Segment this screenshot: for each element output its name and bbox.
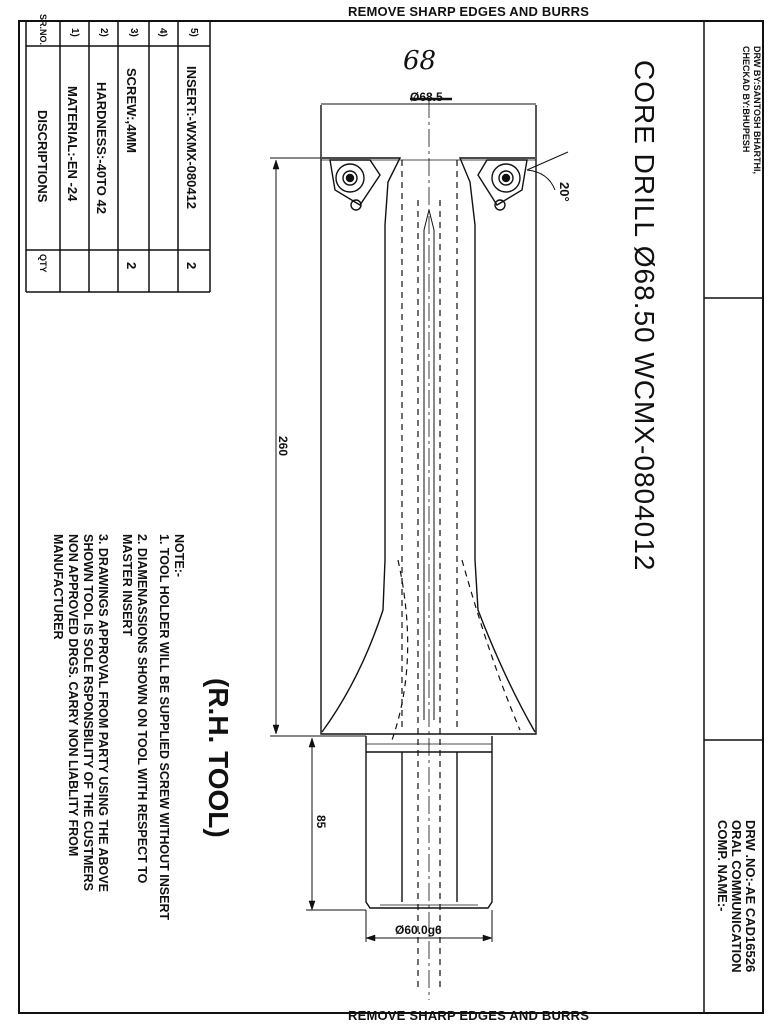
note-line-3: MASTER INSERT bbox=[120, 534, 134, 637]
drill-body-outline bbox=[321, 160, 536, 734]
bom-header-sr: SR.NO. bbox=[38, 14, 48, 46]
drawn-by: DRW BY:SANTOSH BHARTHI, bbox=[752, 46, 762, 174]
bom-row-1-desc: MATERIAL:-EN -24 bbox=[65, 86, 80, 202]
bom-row-3-sr: 3) bbox=[128, 28, 139, 37]
note-line-2: 2. DIAMENASSIONS SHOWN ON TOOL WITH RESPECT TO bbox=[135, 534, 149, 884]
note-line-6: NON APPROVED DRGS. CARRY NON LIABLITY FROM bbox=[66, 534, 80, 857]
bottom-note: REMOVE SHARP EDGES AND BURRS bbox=[348, 1008, 590, 1023]
top-note: REMOVE SHARP EDGES AND BURRS bbox=[348, 4, 590, 19]
bom-row-1-sr: 1) bbox=[69, 28, 80, 37]
bom-row-5-qty: 2 bbox=[184, 262, 199, 270]
handwritten-dimension: 68 bbox=[403, 46, 437, 76]
bom-row-2-sr: 2) bbox=[98, 28, 109, 37]
oral-communication: ORAL COMMUNICATION bbox=[729, 820, 744, 973]
bom-header-qty: QTY bbox=[38, 254, 48, 273]
bom-row-5-sr: 5) bbox=[188, 28, 199, 37]
body-diameter-label: Ø68.5 bbox=[410, 90, 443, 104]
rh-tool-label: (R.H. TOOL) bbox=[203, 678, 234, 838]
bom-header-desc: DISCRIPTIONS bbox=[35, 110, 50, 203]
shank-length-label: 85 bbox=[314, 815, 328, 829]
company-name: COMP. NAME:- bbox=[715, 820, 730, 912]
coolant-channels bbox=[392, 160, 520, 990]
bom-row-3-qty: 2 bbox=[124, 262, 139, 270]
bom-row-2-desc: HARDNESS:-40TO 42 bbox=[94, 82, 109, 214]
bom-row-5-desc: INSERT:-WXMX-080412 bbox=[184, 66, 199, 210]
drawing-number: DRW .NO:-AE CAD16526 bbox=[743, 820, 758, 973]
angle-label: 20° bbox=[557, 182, 572, 202]
notes-heading: NOTE:- bbox=[172, 534, 186, 578]
note-line-4: 3. DRAWINGS APPROVAL FROM PARTY USING THE ABOVE bbox=[96, 534, 110, 892]
note-line-5: SHOWN TOOL IS SOLE RSPONSBILITY OF THE CUSTMERS bbox=[81, 534, 95, 891]
note-line-7: MANUFACTURER bbox=[51, 534, 65, 640]
right-insert bbox=[478, 160, 527, 210]
bom-row-4-sr: 4) bbox=[157, 28, 168, 37]
length-dimension-label: 260 bbox=[276, 436, 290, 457]
drawing-title: CORE DRILL Ø68.50 WCMX-0804012 bbox=[629, 60, 660, 572]
bom-row-3-desc: SCREW:,4MM bbox=[124, 68, 139, 153]
checked-by: CHECKAD BY:BHUPESH bbox=[741, 46, 751, 153]
shank-diameter-label: Ø60.0g6 bbox=[395, 923, 442, 937]
note-line-1: 1. TOOL HOLDER WILL BE SUPPLIED SCREW WITHOUT INSERT bbox=[157, 534, 171, 921]
left-insert bbox=[330, 160, 380, 210]
